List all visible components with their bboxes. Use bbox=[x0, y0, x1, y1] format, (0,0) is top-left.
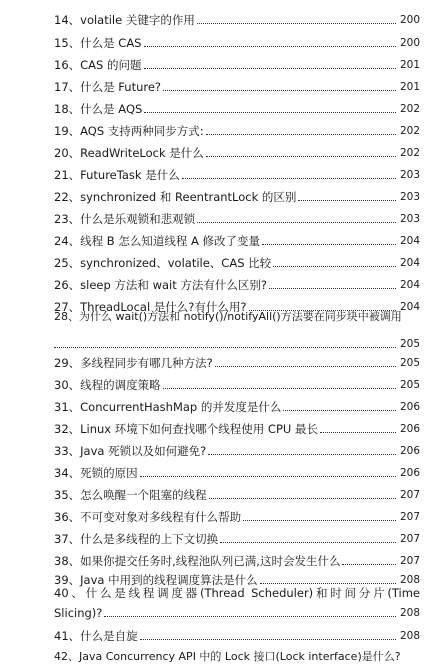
toc-entry[interactable] bbox=[54, 30, 420, 50]
dot-leader bbox=[206, 134, 396, 135]
toc-entry-page: 204 bbox=[399, 235, 420, 247]
dot-leader bbox=[215, 366, 396, 367]
toc-entry[interactable] bbox=[54, 644, 424, 664]
dot-leader bbox=[208, 454, 396, 455]
toc-entry[interactable] bbox=[54, 623, 420, 643]
toc-entry-title: 38、如果你提交任务时,线程池队列已满,这时会发生什么 bbox=[54, 554, 341, 568]
toc-entry-title: 30、线程的调度策略 bbox=[54, 378, 161, 392]
toc-entry-title: 25、synchronized、volatile、CAS 比较 bbox=[54, 256, 272, 270]
toc-entry-page: 208 bbox=[399, 574, 420, 586]
dot-leader bbox=[197, 23, 396, 24]
toc-entry-title: 18、什么是 AQS bbox=[54, 102, 143, 116]
dot-leader bbox=[342, 564, 396, 565]
toc-entry-page: 200 bbox=[399, 37, 420, 49]
toc-entry-title: 16、CAS 的问题 bbox=[54, 58, 142, 72]
toc-entry-page: 208 bbox=[399, 630, 420, 642]
dot-leader bbox=[206, 156, 396, 157]
toc-entry[interactable] bbox=[54, 372, 420, 392]
toc-entry[interactable] bbox=[54, 228, 420, 248]
toc-entry-page: 202 bbox=[399, 103, 420, 115]
toc-entry-title: 17、什么是 Future? bbox=[54, 80, 162, 94]
dot-leader bbox=[320, 432, 396, 433]
toc-entry-page: 206 bbox=[399, 467, 420, 479]
toc-entry[interactable] bbox=[54, 140, 420, 160]
toc-entry[interactable] bbox=[54, 7, 420, 27]
toc-entry[interactable] bbox=[54, 96, 420, 116]
toc-entry-title: 20、ReadWriteLock 是什么 bbox=[54, 146, 204, 160]
toc-entry-page: 201 bbox=[399, 59, 420, 71]
toc-entry[interactable] bbox=[54, 118, 420, 138]
toc-entry-page: 205 bbox=[399, 379, 420, 391]
toc-entry-title: 27、ThreadLocal 是什么?有什么用? bbox=[54, 300, 247, 314]
toc-entry-page: 203 bbox=[399, 169, 420, 181]
toc-entry-title: 29、多线程同步有哪几种方法? bbox=[54, 356, 213, 370]
toc-entry-title: 31、ConcurrentHashMap 的并发度是什么 bbox=[54, 400, 282, 414]
dot-leader bbox=[260, 583, 396, 584]
toc-entry-page: 207 bbox=[399, 555, 420, 567]
toc-entry-title: 19、AQS 支持两种同步方式: bbox=[54, 124, 204, 138]
toc-entry-page: 202 bbox=[399, 125, 420, 137]
dot-leader bbox=[163, 90, 396, 91]
toc-entry[interactable] bbox=[54, 482, 420, 502]
dot-leader bbox=[269, 288, 396, 289]
toc-entry-page: 207 bbox=[399, 489, 420, 501]
toc-entry-title: 14、volatile 关键字的作用 bbox=[54, 13, 195, 27]
toc-entry-title: 34、死锁的原因 bbox=[54, 466, 138, 480]
toc-entry-title: 39、Java 中用到的线程调度算法是什么 bbox=[54, 573, 258, 587]
toc-entry[interactable] bbox=[54, 250, 420, 270]
toc-entry-title: 24、线程 B 怎么知道线程 A 修改了变量 bbox=[54, 234, 261, 248]
dot-leader bbox=[144, 112, 396, 113]
dot-leader bbox=[182, 178, 396, 179]
toc-entry-title: 15、什么是 CAS bbox=[54, 36, 142, 50]
toc-entry-title-line1[interactable]: 28、为什么 wait()方法和 notify()/notifyAll()方法要在同步块中被调用 bbox=[54, 310, 402, 323]
dot-leader bbox=[197, 222, 396, 223]
toc-entry-page: 202 bbox=[399, 147, 420, 159]
toc-entry-page: 206 bbox=[399, 423, 420, 435]
toc-entry[interactable] bbox=[54, 416, 420, 436]
toc-entry-title: 42、Java Concurrency API 中的 Lock 接口(Lock interface)是什么? bbox=[54, 650, 401, 663]
toc-entry[interactable] bbox=[54, 184, 420, 204]
toc-entry-page: 204 bbox=[399, 301, 420, 313]
dot-leader bbox=[262, 244, 396, 245]
toc-entry-title: 21、FutureTask 是什么 bbox=[54, 168, 180, 182]
dot-leader bbox=[298, 200, 396, 201]
toc-entry[interactable] bbox=[54, 548, 420, 568]
toc-entry-page: 206 bbox=[399, 445, 420, 457]
toc-entry-page: 208 bbox=[399, 607, 420, 619]
dot-leader bbox=[140, 476, 396, 477]
toc-entry-title-line2: Slicing)? bbox=[54, 606, 103, 620]
toc-entry[interactable] bbox=[54, 350, 420, 370]
toc-entry-page: 203 bbox=[399, 213, 420, 225]
toc-entry-title: 33、Java 死锁以及如何避免? bbox=[54, 444, 207, 458]
dot-leader bbox=[54, 347, 396, 348]
toc-entry-title: 41、什么是自旋 bbox=[54, 629, 138, 643]
toc-entry[interactable] bbox=[54, 394, 420, 414]
dot-leader bbox=[273, 266, 396, 267]
toc-entry[interactable] bbox=[54, 206, 420, 226]
dot-leader bbox=[163, 388, 396, 389]
dot-leader bbox=[220, 542, 396, 543]
toc-entry[interactable] bbox=[54, 526, 420, 546]
toc-entry[interactable] bbox=[54, 438, 420, 458]
dot-leader bbox=[144, 46, 397, 47]
toc-entry[interactable] bbox=[54, 272, 420, 292]
toc-entry-title: 23、什么是乐观锁和悲观锁 bbox=[54, 212, 196, 226]
toc-entry[interactable] bbox=[54, 52, 420, 72]
toc-entry-page: 200 bbox=[399, 14, 420, 26]
dot-leader bbox=[144, 68, 397, 69]
toc-entry-continuation[interactable] bbox=[54, 331, 420, 351]
toc-entry-page: 205 bbox=[399, 357, 420, 369]
toc-entry[interactable] bbox=[54, 567, 420, 587]
toc-entry-continuation[interactable] bbox=[54, 600, 420, 620]
toc-entry-title: 26、sleep 方法和 wait 方法有什么区别? bbox=[54, 278, 267, 292]
toc-entry-page: 203 bbox=[399, 191, 420, 203]
toc-entry-page: 206 bbox=[399, 401, 420, 413]
toc-entry[interactable] bbox=[54, 74, 420, 94]
toc-entry-title-line1[interactable]: 40、什么是线程调度器(Thread Scheduler)和时间分片(Time bbox=[54, 586, 420, 600]
toc-entry-page: 204 bbox=[399, 279, 420, 291]
toc-entry-title: 37、什么是多线程的上下文切换 bbox=[54, 532, 219, 546]
toc-entry-title: 32、Linux 环境下如何查找哪个线程使用 CPU 最长 bbox=[54, 422, 318, 436]
toc-entry-page: 207 bbox=[399, 533, 420, 545]
toc-entry[interactable] bbox=[54, 162, 420, 182]
dot-leader bbox=[243, 520, 396, 521]
toc-entry[interactable] bbox=[54, 504, 420, 524]
dot-leader bbox=[140, 639, 396, 640]
toc-entry-title: 22、synchronized 和 ReentrantLock 的区别 bbox=[54, 190, 297, 204]
toc-entry[interactable] bbox=[54, 460, 420, 480]
dot-leader bbox=[104, 616, 396, 617]
toc-entry-page: 201 bbox=[399, 81, 420, 93]
dot-leader bbox=[283, 410, 396, 411]
toc-entry-title: 35、怎么唤醒一个阻塞的线程 bbox=[54, 488, 207, 502]
toc-entry-page: 207 bbox=[399, 511, 420, 523]
toc-entry-title: 36、不可变对象对多线程有什么帮助 bbox=[54, 510, 242, 524]
toc-entry-page: 205 bbox=[399, 338, 420, 350]
toc-entry-page: 204 bbox=[399, 257, 420, 269]
dot-leader bbox=[209, 498, 396, 499]
